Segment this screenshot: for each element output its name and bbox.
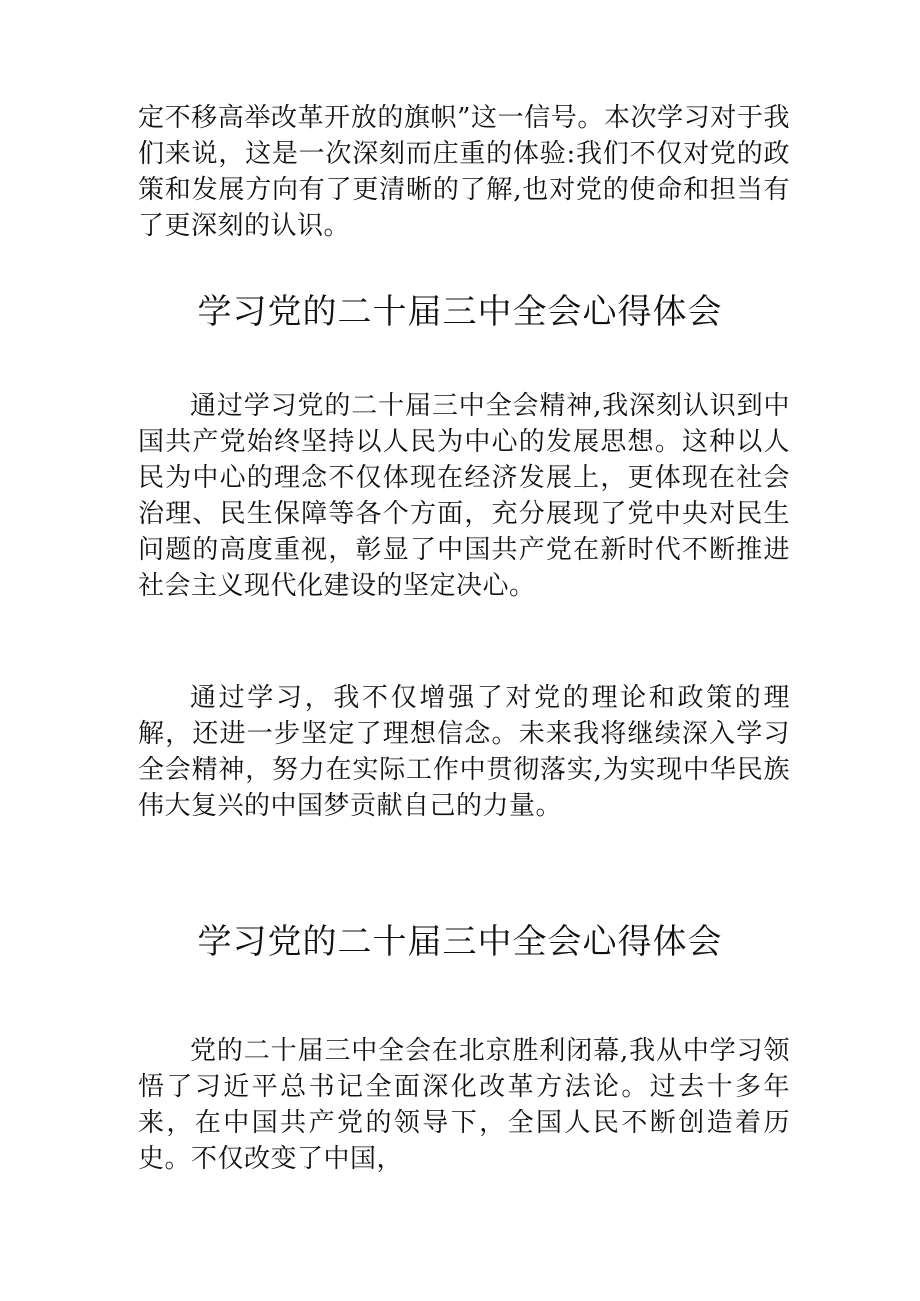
- paragraph-body: 通过学习党的二十届三中全会精神,我深刻认识到中国共产党始终坚持以人民为中心的发展思想。这种以人民为中心的理念不仅体现在经济发展上，更体现在社会治理、民生保障等各个方面，充分展现了党中央对民生问题的高度重视，彰显了中国共产党在新时代不断推进社会主义现代化建设的坚定决心。: [138, 391, 790, 601]
- section-title-1: 学习党的二十届三中全会心得体会: [197, 292, 723, 332]
- section-title-2: 学习党的二十届三中全会心得体会: [197, 922, 723, 962]
- paragraph-body: 党的二十届三中全会在北京胜利闭幕,我从中学习领悟了习近平总书记全面深化改革方法论。过去十多年来，在中国共产党的领导下，全国人民不断创造着历史。不仅改变了中国，: [138, 1036, 790, 1174]
- paragraph-body: 通过学习，我不仅增强了对党的理论和政策的理解，还进一步坚定了理想信念。未来我将继续深入学习全会精神，努力在实际工作中贯彻落实,为实现中华民族伟大复兴的中国梦贡献自己的力量。: [138, 683, 790, 821]
- paragraph-continuation: 定不移高举改革开放的旗帜”这一信号。本次学习对于我们来说，这是一次深刻而庄重的体验:我们不仅对党的政策和发展方向有了更清晰的了解,也对党的使命和担当有了更深刻的认识。: [138, 103, 790, 241]
